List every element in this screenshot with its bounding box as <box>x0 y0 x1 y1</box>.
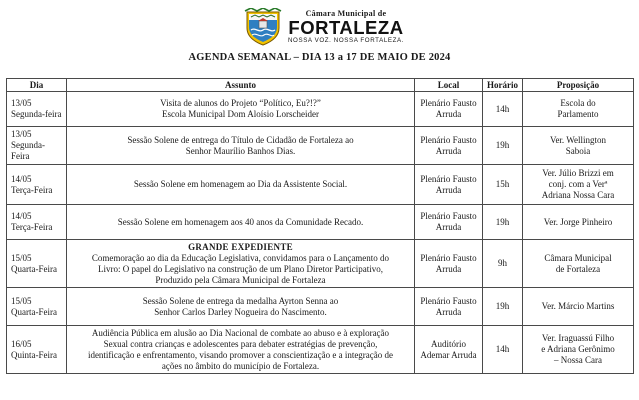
header-local: Local <box>415 79 483 92</box>
cell-assunto: Sessão Solene de entrega do Título de Cidadão de Fortaleza ao Senhor Maurílio Banhos Dias. <box>67 127 415 165</box>
cell-horario: 15h <box>483 165 523 205</box>
table-header-row <box>7 79 634 92</box>
cell-horario: 9h <box>483 240 523 288</box>
header-horario: Horário <box>483 79 523 92</box>
page-header <box>0 4 639 48</box>
cell-assunto: Sessão Solene em homenagem ao Dia da Assistente Social. <box>67 165 415 205</box>
brand-block <box>286 9 406 45</box>
cell-dia: 14/05 Terça-Feira <box>7 165 67 205</box>
cell-local: Plenário Fausto Arruda <box>415 127 483 165</box>
cell-assunto <box>67 240 415 288</box>
camara-logo-icon <box>243 8 283 46</box>
cell-dia: 14/05 Terça-Feira <box>7 205 67 240</box>
brand-main: FORTALEZA <box>288 17 404 38</box>
cell-assunto: Visita de alunos do Projeto “Político, Eu?!?” Escola Municipal Dom Aloísio Lorscheider <box>67 92 415 127</box>
agenda-table <box>6 78 634 374</box>
table-row <box>7 240 634 288</box>
table-row <box>7 127 634 165</box>
cell-assunto: Sessão Solene em homenagem aos 40 anos da Comunidade Recado. <box>67 205 415 240</box>
cell-horario: 19h <box>483 288 523 326</box>
cell-horario: 19h <box>483 127 523 165</box>
brand-top: Câmara Municipal de <box>305 9 387 18</box>
table-row <box>7 92 634 127</box>
cell-local: Plenário Fausto Arruda <box>415 288 483 326</box>
table-row <box>7 326 634 374</box>
brand-slogan: NOSSA VOZ. NOSSA FORTALEZA. <box>287 37 405 44</box>
cell-dia: 13/05 Segunda- Feira <box>7 127 67 165</box>
cell-proposicao: Escola do Parlamento <box>523 92 634 127</box>
cell-proposicao: Ver. Iraguassú Filho e Adriana Gerônimo – Nossa Cara <box>523 326 634 374</box>
cell-horario: 14h <box>483 326 523 374</box>
cell-proposicao: Ver. Wellington Saboia <box>523 127 634 165</box>
cell-dia: 16/05 Quinta-Feira <box>7 326 67 374</box>
cell-proposicao: Ver. Jorge Pinheiro <box>523 205 634 240</box>
header-proposicao: Proposição <box>523 79 634 92</box>
cell-local: Auditório Ademar Arruda <box>415 326 483 374</box>
cell-dia: 13/05 Segunda-feira <box>7 92 67 127</box>
assunto-text: Comemoração ao dia da Educação Legislativa, convidamos para o Lançamento do Livro: O papel do Legislativo na construção de um Plano Diretor Participativo, Produzido pela Câmara Municipal de Fortaleza <box>91 252 390 285</box>
cell-proposicao: Câmara Municipal de Fortaleza <box>523 240 634 288</box>
cell-proposicao: Ver. Júlio Brizzi em conj. com a Verª Adriana Nossa Cara <box>523 165 634 205</box>
cell-local: Plenário Fausto Arruda <box>415 165 483 205</box>
cell-dia: 15/05 Quarta-Feira <box>7 240 67 288</box>
cell-local: Plenário Fausto Arruda <box>415 240 483 288</box>
table-row <box>7 205 634 240</box>
cell-local: Plenário Fausto Arruda <box>415 205 483 240</box>
header-dia: Dia <box>7 79 67 92</box>
assunto-heading: GRANDE EXPEDIENTE <box>188 241 293 252</box>
page-title: AGENDA SEMANAL – DIA 13 a 17 DE MAIO DE 2024 <box>188 52 451 63</box>
cell-assunto: Sessão Solene de entrega da medalha Ayrton Senna ao Senhor Carlos Darley Nogueira do Nascimento. <box>67 288 415 326</box>
header-assunto: Assunto <box>67 79 415 92</box>
table-row <box>7 288 634 326</box>
table-row <box>7 165 634 205</box>
cell-horario: 19h <box>483 205 523 240</box>
cell-horario: 14h <box>483 92 523 127</box>
cell-proposicao: Ver. Márcio Martins <box>523 288 634 326</box>
cell-assunto: Audiência Pública em alusão ao Dia Nacional de combate ao abuso e à exploração Sexual contra crianças e adolescentes para debater estratégias de prevenção, identificação e enfrentamento, visando promover a conscientização e a integração de ações no âmbito do município de Fortaleza. <box>67 326 415 374</box>
cell-local: Plenário Fausto Arruda <box>415 92 483 127</box>
cell-dia: 15/05 Quarta-Feira <box>7 288 67 326</box>
